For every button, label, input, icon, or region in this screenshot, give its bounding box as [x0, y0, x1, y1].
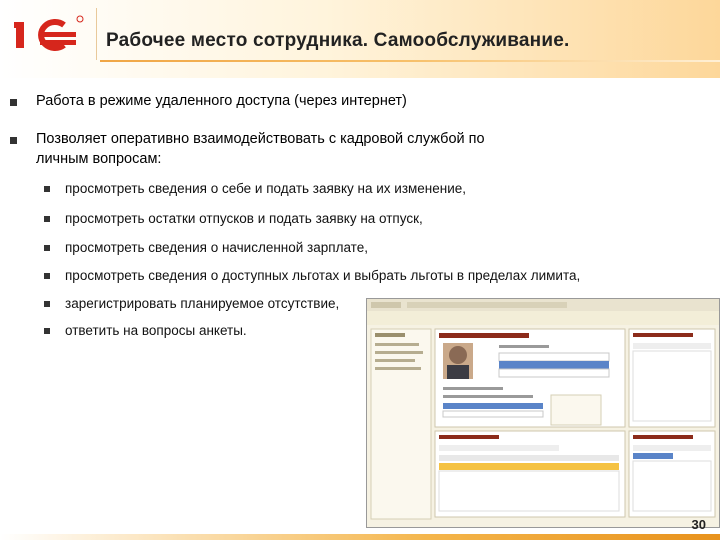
sub-item-salary: просмотреть сведения о начисленной зарплате,	[65, 240, 368, 255]
bullet-remote-access: Работа в режиме удаленного доступа (через интернет)	[36, 93, 407, 109]
sub-item-absence: зарегистрировать планируемое отсутствие,	[65, 296, 340, 311]
sub-item-vacation: просмотреть остатки отпусков и подать заявку на отпуск,	[65, 211, 423, 226]
sub-bullet-marker	[44, 186, 50, 192]
sub-item-benefits: просмотреть сведения о доступных льготах и выбрать льготы в пределах лимита,	[65, 268, 581, 283]
bullet-marker	[10, 137, 17, 144]
page-number: 30	[691, 517, 706, 532]
slide-title: Рабочее место сотрудника. Самообслуживание.	[106, 30, 570, 51]
sub-bullet-marker	[44, 328, 50, 334]
sub-item-personal-info: просмотреть сведения о себе и подать заявку на их изменение,	[65, 181, 467, 196]
bullet-marker	[10, 99, 17, 106]
slide-header	[0, 0, 720, 78]
app-screenshot	[366, 298, 720, 528]
bullet-interact-line2: личным вопросам:	[36, 151, 162, 167]
header-divider	[96, 8, 97, 60]
sub-bullet-marker	[44, 273, 50, 279]
sub-bullet-marker	[44, 245, 50, 251]
sub-bullet-marker	[44, 216, 50, 222]
title-underline	[100, 60, 720, 62]
footer-bar	[0, 534, 720, 540]
sub-bullet-marker	[44, 301, 50, 307]
sub-item-survey: ответить на вопросы анкеты.	[65, 323, 247, 338]
1c-logo	[14, 14, 86, 56]
bullet-interact-line1: Позволяет оперативно взаимодействовать с кадровой службой по	[36, 131, 485, 147]
